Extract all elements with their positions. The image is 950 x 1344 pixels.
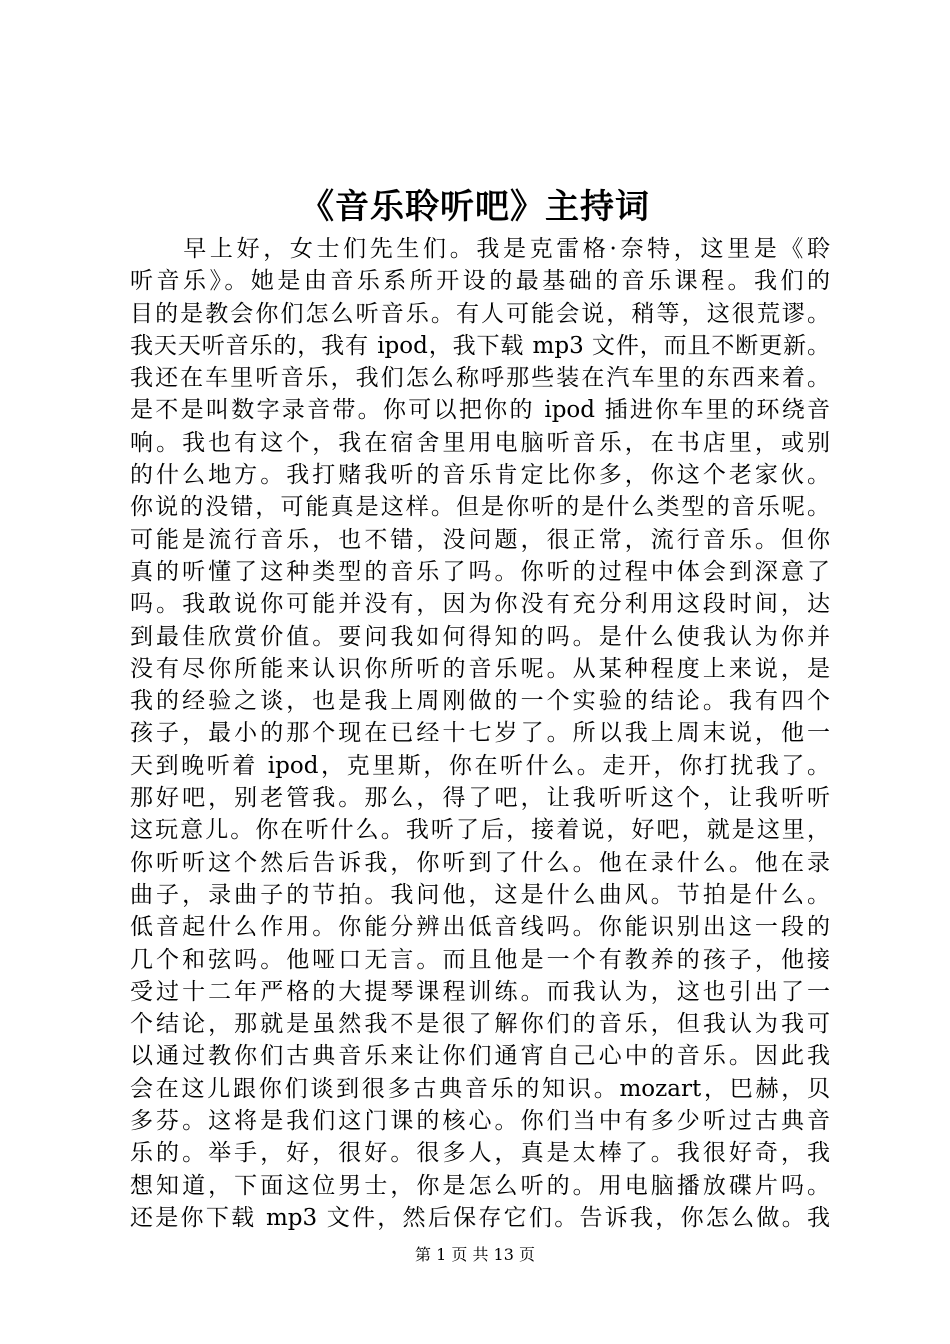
body-line: 低音起什么作用。你能分辨出低音线吗。你能识别出这一段的 (130, 914, 830, 941)
body-line: 几个和弦吗。他哑口无言。而且他是一个有教养的孩子，他接 (130, 946, 830, 973)
body-line: 吗。我敢说你可能并没有，因为你没有充分利用这段时间，达 (130, 591, 830, 618)
body-line: 响。我也有这个，我在宿舍里用电脑听音乐，在书店里，或别 (130, 429, 830, 456)
body-line: 我天天听音乐的，我有 ipod，我下载 mp3 文件，而且不断更新。 (130, 332, 830, 359)
body-line: 没有尽你所能来认识你所听的音乐呢。从某种程度上来说，是 (130, 655, 830, 682)
body-line: 真的听懂了这种类型的音乐了吗。你听的过程中体会到深意了 (130, 558, 830, 585)
body-line: 孩子，最小的那个现在已经十七岁了。所以我上周末说，他一 (130, 720, 830, 747)
body-line: 是不是叫数字录音带。你可以把你的 ipod 插进你车里的环绕音 (130, 397, 830, 424)
body-line: 我还在车里听音乐，我们怎么称呼那些装在汽车里的东西来着。 (130, 365, 830, 392)
body-line: 个结论，那就是虽然我不是很了解你们的音乐，但我认为我可 (130, 1011, 830, 1038)
body-line: 你听听这个然后告诉我，你听到了什么。他在录什么。他在录 (130, 849, 830, 876)
page-footer: 第 1 页 共 13 页 (415, 1245, 535, 1264)
body-line: 那好吧，别老管我。那么，得了吧，让我听听这个，让我听听 (130, 785, 830, 812)
body-line: 乐的。举手，好，很好。很多人，真是太棒了。我很好奇，我 (130, 1140, 830, 1167)
body-line: 听音乐》。她是由音乐系所开设的最基础的音乐课程。我们的 (130, 268, 830, 295)
body-line: 想知道，下面这位男士，你是怎么听的。用电脑播放碟片吗。 (130, 1172, 830, 1199)
body-line: 这玩意儿。你在听什么。我听了后，接着说，好吧，就是这里， (130, 817, 830, 844)
body-line: 还是你下载 mp3 文件，然后保存它们。告诉我，你怎么做。我 (130, 1204, 830, 1231)
body-line: 早上好，女士们先生们。我是克雷格·奈特，这里是《聆 (130, 236, 830, 262)
body-line: 会在这儿跟你们谈到很多古典音乐的知识。mozart，巴赫，贝 (130, 1075, 830, 1102)
body-line: 你说的没错，可能真是这样。但是你听的是什么类型的音乐呢。 (130, 494, 830, 521)
body-line: 曲子，录曲子的节拍。我问他，这是什么曲风。节拍是什么。 (130, 881, 830, 908)
body-line: 目的是教会你们怎么听音乐。有人可能会说，稍等，这很荒谬。 (130, 300, 830, 327)
body-line: 到最佳欣赏价值。要问我如何得知的吗。是什么使我认为你并 (130, 623, 830, 650)
body-line: 以通过教你们古典音乐来让你们通宵自己心中的音乐。因此我 (130, 1043, 830, 1070)
body-line: 天到晚听着 ipod，克里斯，你在听什么。走开，你打扰我了。 (130, 752, 830, 779)
body-text (130, 233, 830, 1234)
body-line: 可能是流行音乐，也不错，没问题，很正常，流行音乐。但你 (130, 526, 830, 553)
body-line: 我的经验之谈，也是我上周刚做的一个实验的结论。我有四个 (130, 688, 830, 715)
body-line: 的什么地方。我打赌我听的音乐肯定比你多，你这个老家伙。 (130, 462, 830, 489)
document-title: 《音乐聆听吧》主持词 (300, 187, 650, 227)
body-line: 受过十二年严格的大提琴课程训练。而我认为，这也引出了一 (130, 978, 830, 1005)
body-line: 多芬。这将是我们这门课的核心。你们当中有多少听过古典音 (130, 1108, 830, 1135)
